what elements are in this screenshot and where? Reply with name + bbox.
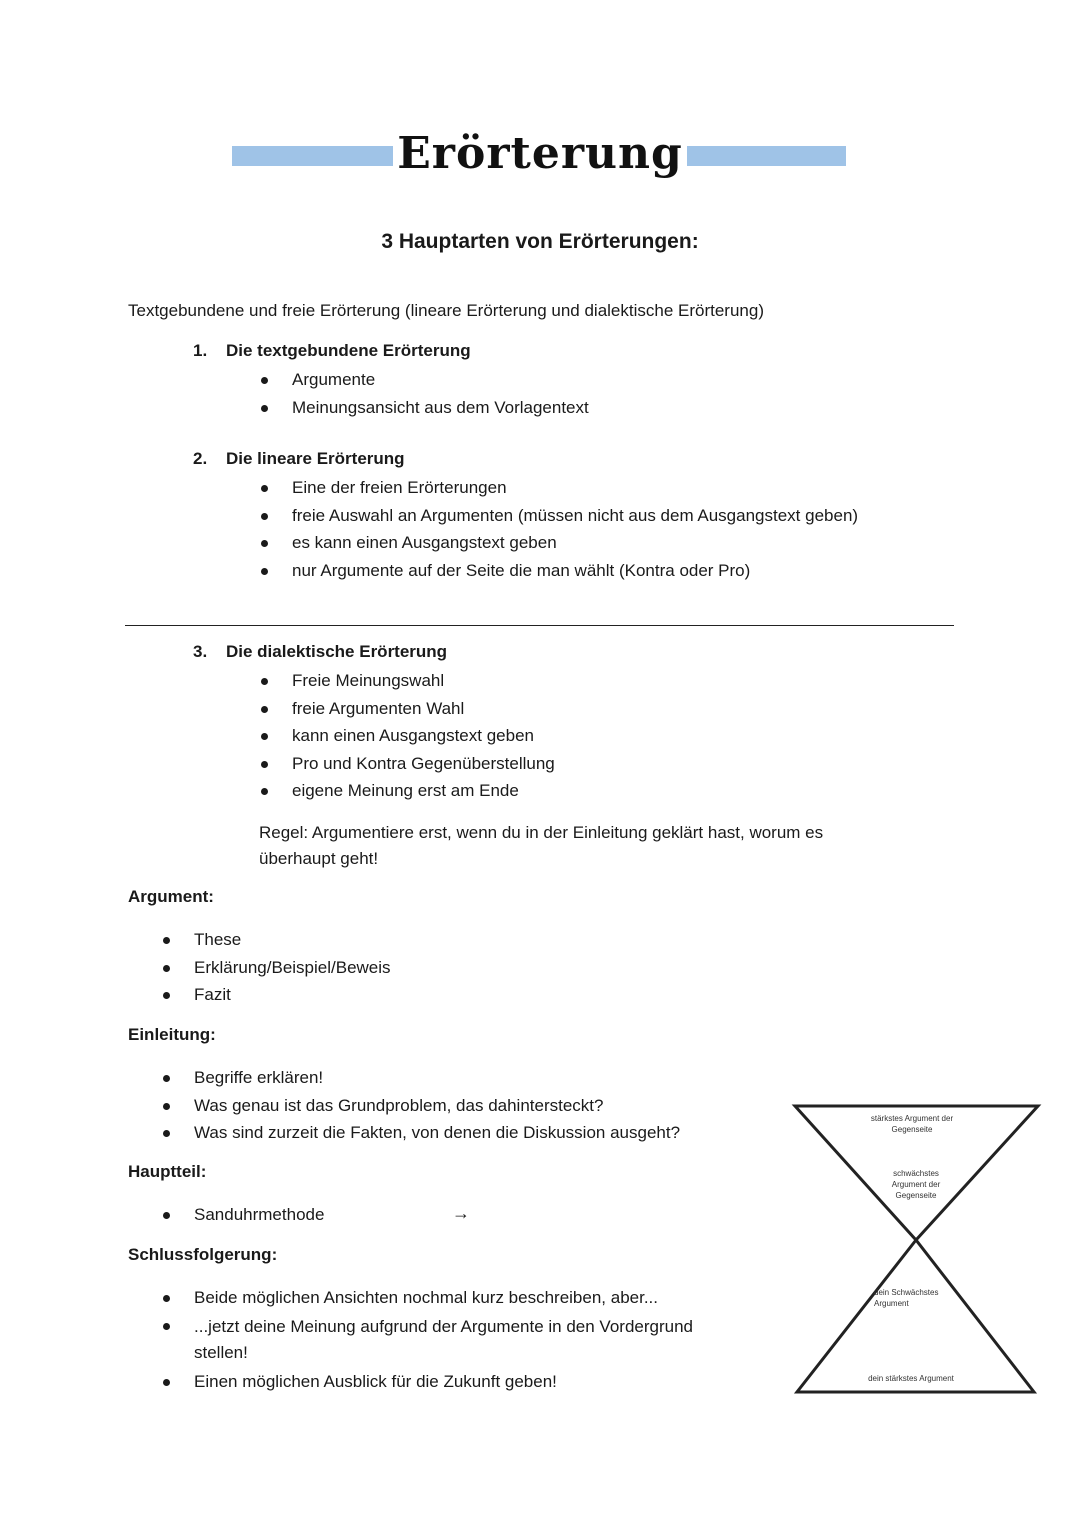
section-title-text: Die textgebundene Erörterung xyxy=(226,341,471,360)
list-item: kann einen Ausgangstext geben xyxy=(259,724,555,752)
section-title-text: Die lineare Erörterung xyxy=(226,449,405,468)
section-number: 2. xyxy=(193,449,208,468)
rule-text: Regel: Argumentiere erst, wenn du in der Einleitung geklärt hast, worum es überhaupt geht! xyxy=(259,823,824,868)
section-3-list xyxy=(259,669,555,807)
list-item: freie Argumenten Wahl xyxy=(259,697,555,725)
section-title-text: Die dialektische Erörterung xyxy=(226,642,448,661)
list-item: Was sind zurzeit die Fakten, von denen die Diskussion ausgeht? xyxy=(161,1121,680,1149)
list-item: Freie Meinungswahl xyxy=(259,669,555,697)
hauptteil-heading: Hauptteil: xyxy=(128,1162,207,1181)
list-item: freie Auswahl an Argumenten (müssen nicht aus dem Ausgangstext geben) xyxy=(259,504,858,532)
list-item: Pro und Kontra Gegenüberstellung xyxy=(259,752,555,780)
arrow-right-icon: → xyxy=(452,1203,470,1223)
list-item: nur Argumente auf der Seite die man wählt (Kontra oder Pro) xyxy=(259,559,858,587)
list-item: Eine der freien Erörterungen xyxy=(259,476,858,504)
hourglass-diagram xyxy=(790,1100,1042,1396)
list-item: es kann einen Ausgangstext geben xyxy=(259,531,858,559)
list-item: Erklärung/Beispiel/Beweis xyxy=(161,956,391,984)
argument-heading: Argument: xyxy=(128,887,214,906)
hourglass-label-top2: schwächstes Argument der Gegenseite xyxy=(891,1169,941,1200)
list-item: Fazit xyxy=(161,983,391,1011)
list-item: eigene Meinung erst am Ende xyxy=(259,779,555,807)
intro-text: Textgebundene und freie Erörterung (lineare Erörterung und dialektische Erörterung) xyxy=(128,301,764,320)
hourglass-label-bottom2: dein stärkstes Argument xyxy=(868,1374,954,1383)
horizontal-divider xyxy=(125,625,954,626)
hourglass-shape xyxy=(790,1100,1042,1396)
page-title xyxy=(0,126,1080,182)
hauptteil-list xyxy=(161,1203,324,1231)
list-item: Begriffe erklären! xyxy=(161,1066,680,1094)
list-item: Sanduhrmethode xyxy=(161,1203,324,1231)
list-item: Argumente xyxy=(259,368,589,396)
section-number: 3. xyxy=(193,642,208,661)
section-2-title xyxy=(193,449,405,469)
subtitle: 3 Hauptarten von Erörterungen: xyxy=(381,230,699,253)
list-item: Beide möglichen Ansichten nochmal kurz beschreiben, aber... xyxy=(161,1286,751,1314)
section-3-title xyxy=(193,642,447,662)
hourglass-bottom-triangle xyxy=(797,1240,1034,1392)
list-item: Meinungsansicht aus dem Vorlagentext xyxy=(259,396,589,424)
einleitung-heading: Einleitung: xyxy=(128,1025,216,1044)
section-number: 1. xyxy=(193,341,208,360)
page-title-text: Erörterung xyxy=(393,128,687,179)
einleitung-list xyxy=(161,1066,680,1149)
section-2-list xyxy=(259,476,858,586)
schluss-heading: Schlussfolgerung: xyxy=(128,1245,278,1264)
section-1-list xyxy=(259,368,589,423)
argument-list xyxy=(161,928,391,1011)
list-item: These xyxy=(161,928,391,956)
list-item: Was genau ist das Grundproblem, das dahintersteckt? xyxy=(161,1094,680,1122)
section-1-title xyxy=(193,341,471,361)
list-item: Einen möglichen Ausblick für die Zukunft geben! xyxy=(161,1370,751,1398)
hourglass-label-bottom1: dein Schwächstes Argument xyxy=(874,1288,939,1308)
list-item: ...jetzt deine Meinung aufgrund der Argumente in den Vordergrund stellen! xyxy=(161,1314,751,1370)
schluss-list xyxy=(161,1286,751,1397)
hourglass-label-top1: stärkstes Argument der Gegenseite xyxy=(870,1114,954,1134)
